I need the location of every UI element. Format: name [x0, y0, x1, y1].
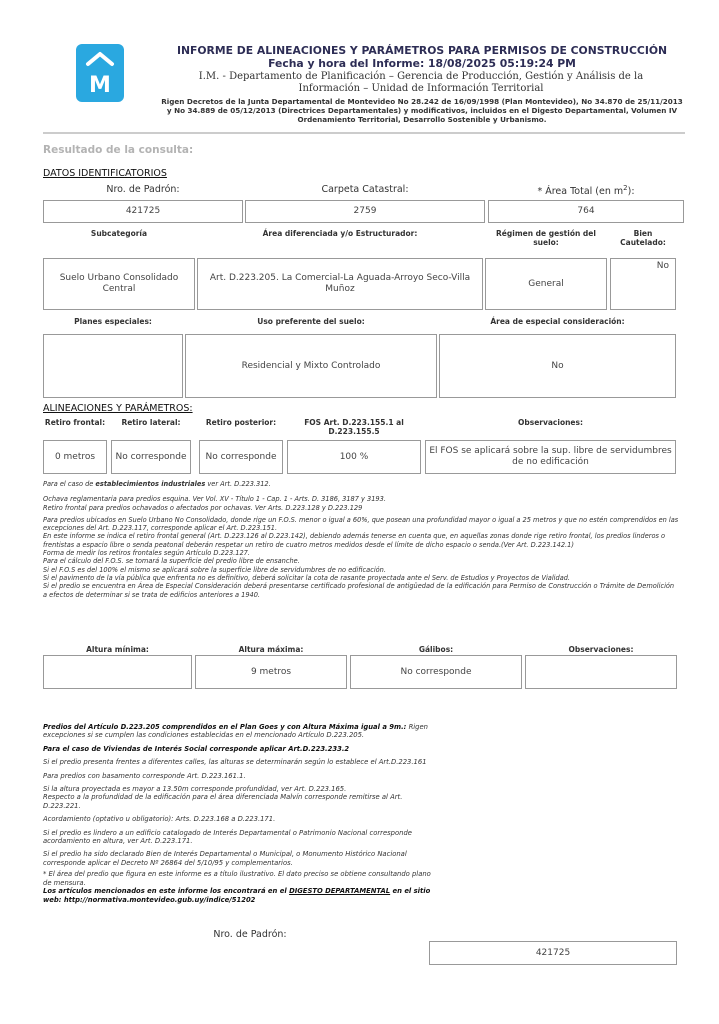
alineaciones-observaciones-value: El FOS se aplicará sobre la sup. libre de servidumbres de no edificación: [425, 440, 676, 474]
legal-bien-interes: Si el predio ha sido declarado Bien de Interés Departamental o Municipal, o Monumento Histórico Nacional corresponde aplicar el Decreto Nº 26864 del 5/10/95 y complementarios.: [43, 850, 407, 867]
legal-digesto: Los artículos mencionados en este informe los encontrará en el DIGESTO DEPARTAMENTAL en el sitio web: http://normativa.montevideo.gub.uy/indice/51202: [43, 887, 431, 904]
house-m-icon: [76, 44, 124, 102]
galibos-label: Gálibos:: [418, 645, 454, 654]
legal-frentes: Si el predio presenta frentes a diferentes calles, las alturas se determinarán según lo establece el Art.D.223.161: [43, 758, 427, 767]
uso-label: Uso preferente del suelo:: [257, 317, 365, 326]
footer-padron-label: Nro. de Padrón:: [213, 929, 287, 940]
decrees-text: Rigen Decretos de la Junta Departamental de Montevideo No 28.242 de 16/09/1998 (Plan Montevideo), No 34.870 de 25/11/2013 y No 34.889 de 05/12/2013 (Directrices Departamentales) y modificativos, incluidos en el Digesto Departamental, Volumen IV Ordenamiento Territorial, Desarrollo Sostenible y Urbanismo.: [161, 97, 683, 124]
fos-label: FOS Art. D.223.155.1 al D.223.155.5: [304, 418, 404, 436]
legal-altura-proyectada: Si la altura proyectada es mayor a 13.50m corresponde profundidad, ver Art. D.223.165.: [43, 785, 347, 794]
padron-value: 421725: [43, 200, 243, 223]
section-datos-identificatorios: DATOS IDENTIFICATORIOS: [43, 168, 167, 179]
carpeta-label: Carpeta Catastral:: [321, 184, 409, 195]
especial-consideracion-label: Área de especial consideración:: [490, 317, 625, 326]
altura-maxima-value: 9 metros: [195, 655, 347, 689]
altura-minima-label: Altura mínima:: [86, 645, 149, 654]
regimen-label: Régimen de gestión del suelo:: [496, 229, 596, 247]
note-ochava: Ochava reglamentaria para predios esquina. Ver Vol. XV - Título 1 - Cap. 1 - Arts. D. 3186, 3187 y 3193.: [43, 495, 386, 504]
svg-text:M: M: [89, 73, 111, 98]
note-pavimento: Si el pavimento de la vía pública que enfrenta no es definitivo, deberá solicitar la cota de rasante proyectada ante el Serv. de Estudios y Proyectos de Vialidad.: [43, 573, 571, 582]
legal-malvin: Respecto a la profundidad de la edificación para el área diferenciada Malvín corresponde remitirse al Art. D.223.221.: [43, 793, 403, 810]
notes-block: [43, 480, 679, 599]
legal-basamento: Para predios con basamento corresponde Art. D.223.161.1.: [43, 771, 246, 780]
retiro-posterior-value: No corresponde: [199, 440, 283, 474]
area-diferenciada-label: Área diferenciada y/o Estructurador:: [262, 229, 418, 238]
altura-minima-value: [43, 655, 192, 689]
bien-cautelado-label: Bien Cautelado:: [620, 229, 666, 247]
legal-acordamiento: Acordamiento (optativo u obligatorio): Arts. D.223.168 a D.223.171.: [43, 815, 276, 824]
note-calculo-fos: Para el cálculo del F.O.S. se tomará la superficie del predio libre de ensanche.: [43, 557, 300, 566]
area-value: 764: [488, 200, 684, 223]
legal-lindero: Si el predio es lindero a un edificio catalogado de Interés Departamental o Patrimonio Nacional corresponde acordamiento en altura, ver Art. D.223.171.: [43, 828, 412, 846]
retiro-lateral-label: Retiro lateral:: [121, 418, 181, 427]
note-especial-consideracion: Si el predio se encuentra en Área de Especial Consideración deberá presentarse certificado profesional de antigüedad de la edificación para Permiso de Construcción o Trámite de Demolición a efectos de determinar si se trata de edificios anteriores a 1940.: [43, 582, 675, 599]
legal-block: [43, 723, 431, 904]
header-divider: [43, 132, 685, 134]
note-suelo-no-consolidado: Para predios ubicados en Suelo Urbano No Consolidado, donde rige un F.O.S. menor o igual a 60%, que posean una profundidad mayor o igual a 25 metros y que no estén comprendidos en las excepciones del Art. D.223.117, corresponde aplicar el Art. D.223.151.: [43, 515, 679, 533]
alturas-observaciones-value: [525, 655, 677, 689]
carpeta-value: 2759: [245, 200, 485, 223]
area-label: * Área Total (en $m^2$):: [537, 184, 635, 198]
alineaciones-observaciones-label: Observaciones:: [517, 418, 583, 427]
footer-padron-value: 421725: [429, 941, 677, 965]
retiro-lateral-value: No corresponde: [111, 440, 191, 474]
note-retiro-ochavados: Retiro frontal para predios ochavados o afectados por ochavas. Ver Arts. D.223.128 y D.223.129: [43, 503, 363, 512]
report-title: INFORME DE ALINEACIONES Y PARÁMETROS PARA PERMISOS DE CONSTRUCCIÓN: [176, 44, 668, 57]
planes-label: Planes especiales:: [74, 317, 152, 326]
report-datetime: Fecha y hora del Informe: 18/08/2025 05:19:24 PM: [268, 57, 576, 70]
note-industriales: Para el caso de establecimientos industriales ver Art. D.223.312.: [43, 480, 271, 488]
retiro-frontal-value: 0 metros: [43, 440, 107, 474]
galibos-value: No corresponde: [350, 655, 522, 689]
uso-value: Residencial y Mixto Controlado: [185, 334, 437, 398]
im-logo: [76, 44, 124, 102]
regimen-value: General: [485, 258, 607, 310]
department-text: I.M. - Departamento de Planificación – Gerencia de Producción, Gestión y Análisis de la Información – Unidad de Información Territorial: [198, 71, 644, 94]
area-diferenciada-value: Art. D.223.205. La Comercial-La Aguada-Arroyo Seco-Villa Muñoz: [197, 258, 483, 310]
bien-cautelado-value: No: [610, 258, 676, 310]
subcategoria-label: Subcategoría: [90, 229, 148, 238]
altura-maxima-label: Altura máxima:: [238, 645, 304, 654]
subcategoria-value: Suelo Urbano Consolidado Central: [43, 258, 195, 310]
alturas-observaciones-label: Observaciones:: [568, 645, 634, 654]
retiro-frontal-label: Retiro frontal:: [44, 418, 106, 427]
legal-plan-goes: Predios del Artículo D.223.205 comprendidos en el Plan Goes y con Altura Máxima igual a 9m.: Rigen excepciones si se cumplen las condiciones establecidas en el mencionado Artículo D.223.205.: [43, 723, 428, 740]
fos-value: 100 %: [287, 440, 421, 474]
planes-value: [43, 334, 183, 398]
padron-label: Nro. de Padrón:: [106, 184, 180, 195]
legal-area-ilustrativa: * El área del predio que figura en este informe es a título ilustrativo. El dato preciso se obtiene consultando plano de mensura.: [43, 870, 431, 887]
note-retiro-general: En este informe se indica el retiro frontal general (Art. D.223.126 al D.223.142), debiendo además tenerse en cuenta que, en aquellas zonas donde rige retiro frontal, los predios linderos o frentistas a espacio libre o senda peatonal deberán respetar un retiro de cuatro metros medidos desde el límite de dicho espacio o senda.(Ver Art. D.223.142.1): [43, 532, 666, 549]
digesto-link[interactable]: DIGESTO DEPARTAMENTAL: [289, 887, 391, 896]
section-alineaciones: ALINEACIONES Y PARÁMETROS:: [43, 403, 193, 414]
resultado-label: Resultado de la consulta:: [43, 144, 194, 156]
note-forma-medir: Forma de medir los retiros frontales según Artículo D.223.127.: [43, 549, 250, 558]
retiro-posterior-label: Retiro posterior:: [205, 418, 277, 427]
especial-consideracion-value: No: [439, 334, 676, 398]
note-fos-100: Si el F.O.S es del 100% el mismo se aplicará sobre la superficie libre de servidumbres de no edificación.: [43, 565, 386, 574]
legal-viviendas: Para el caso de Viviendas de Interés Social corresponde aplicar Art.D.223.233.2: [43, 744, 350, 753]
